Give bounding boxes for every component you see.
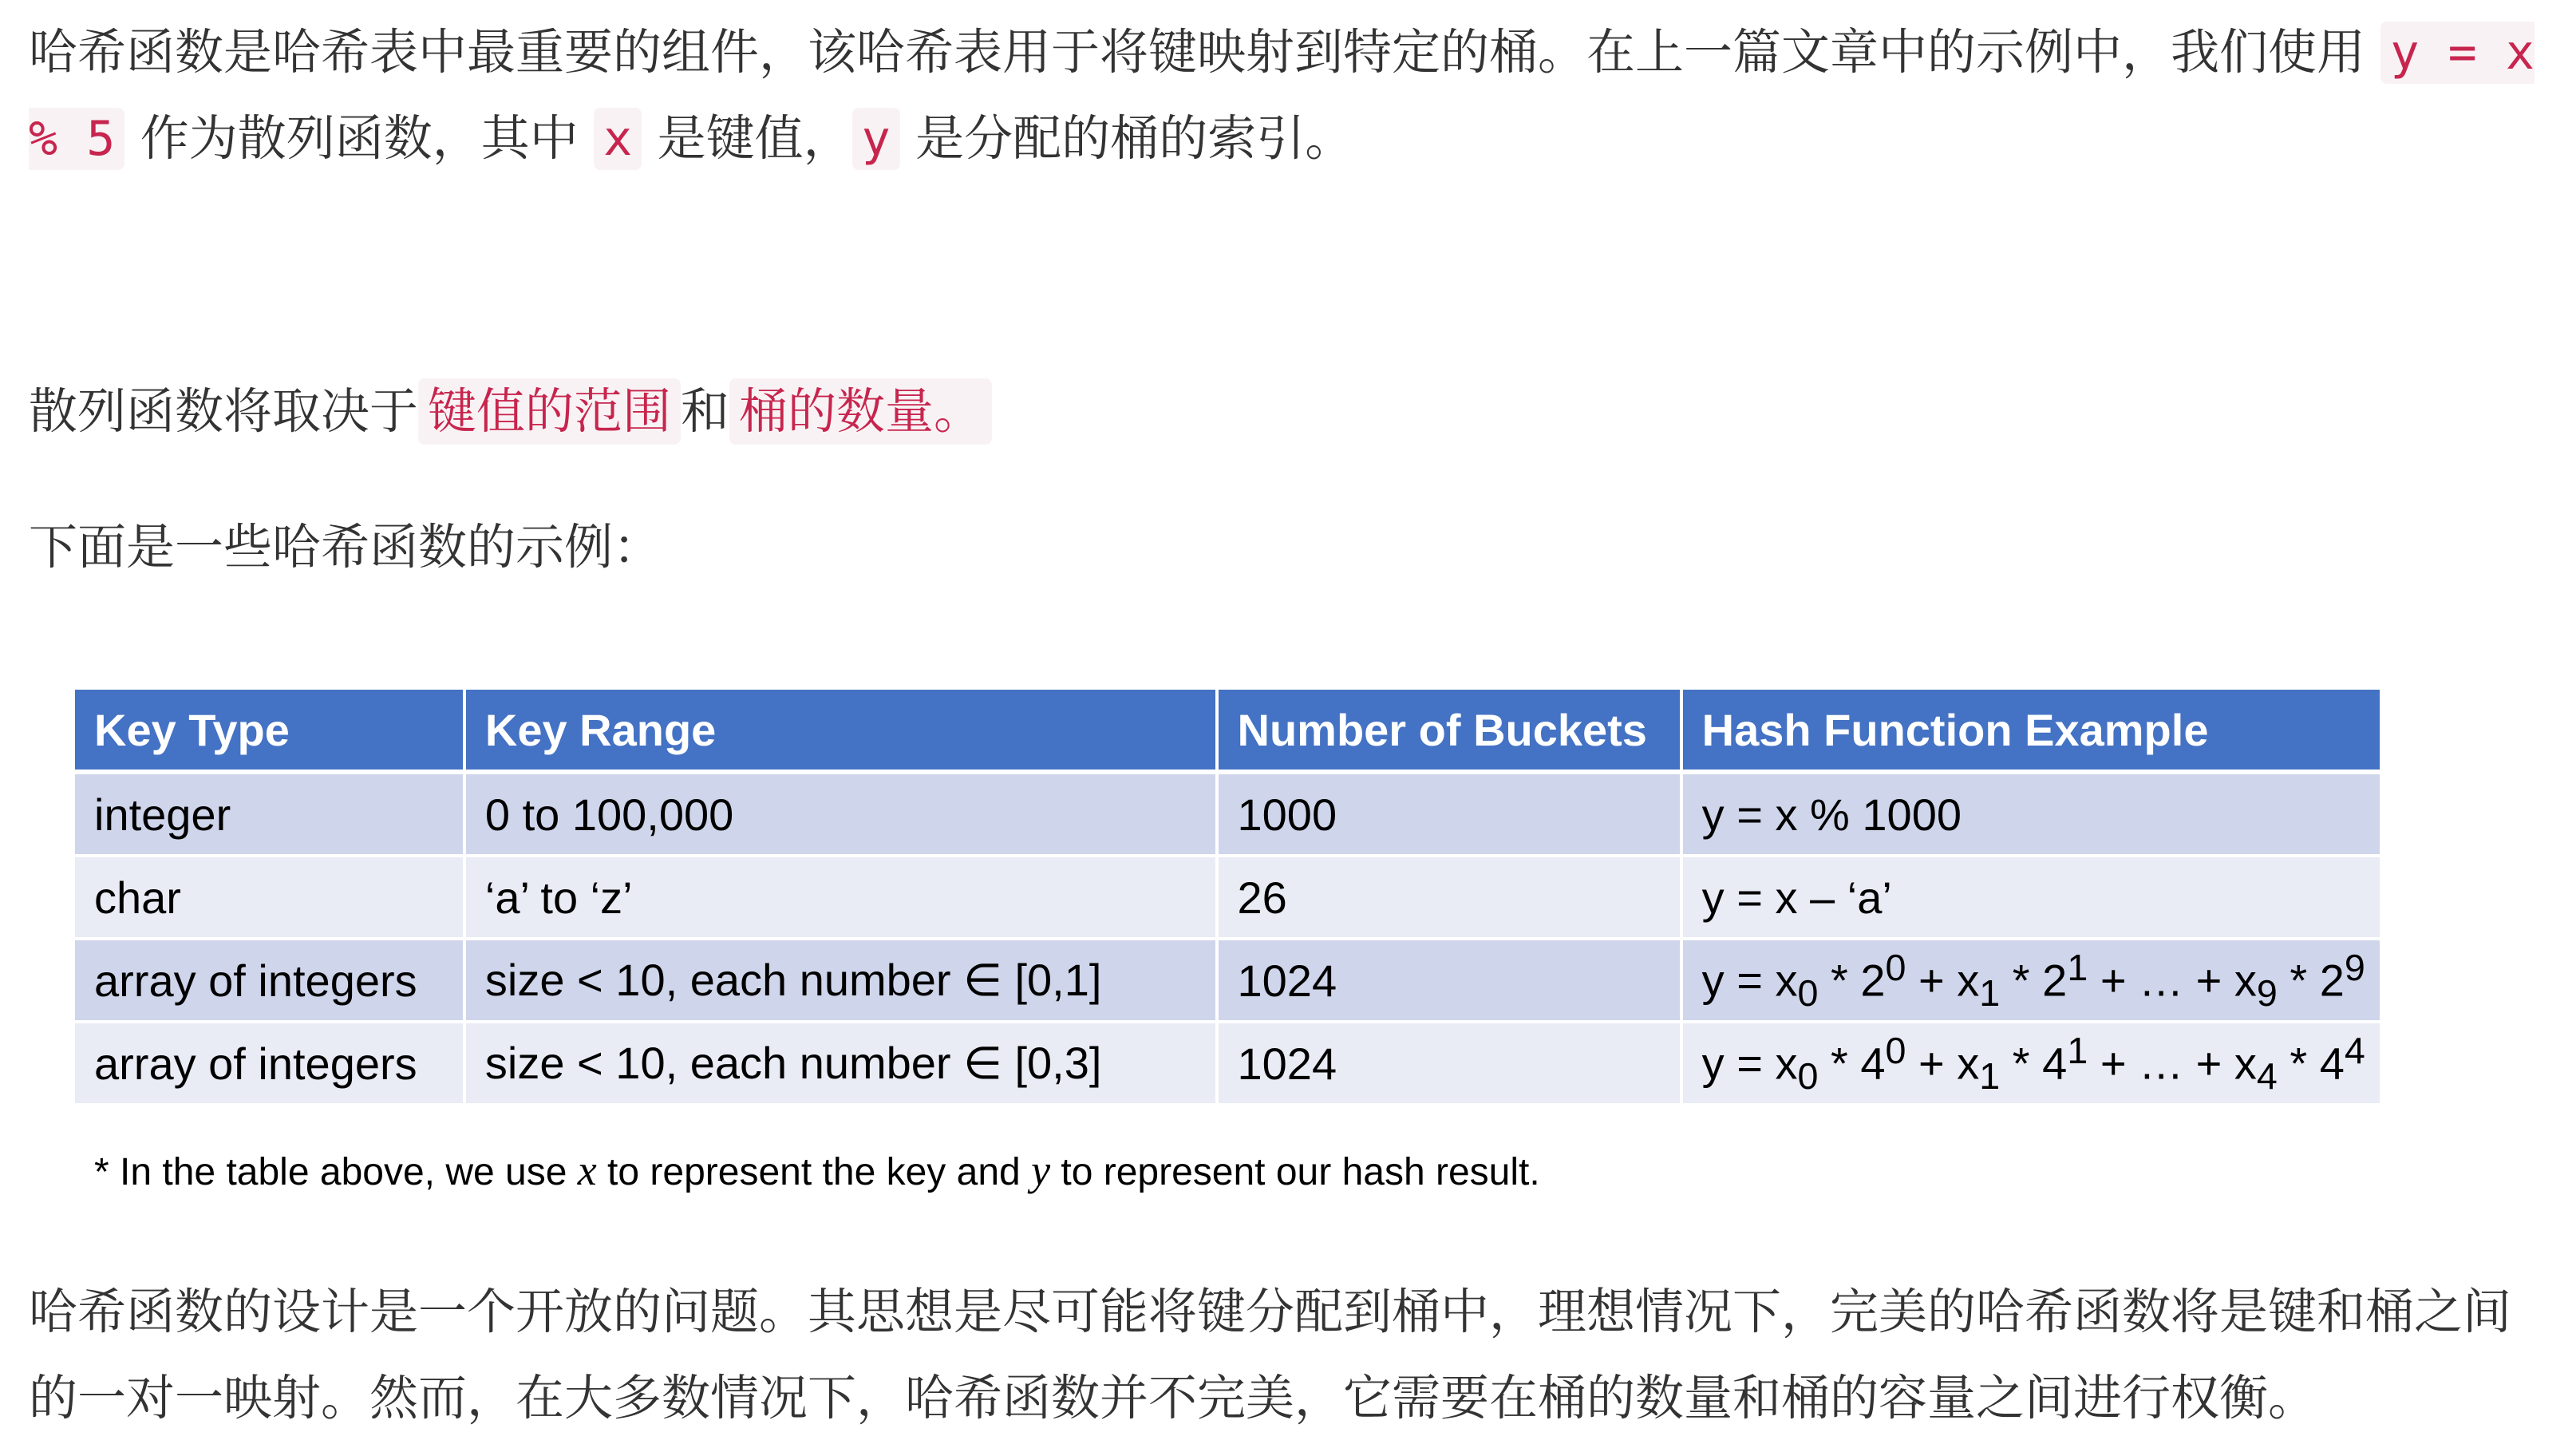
footnote-var-x: x bbox=[577, 1146, 597, 1194]
cell-buckets: 1024 bbox=[1217, 939, 1681, 1022]
highlight-key-range: 键值的范围 bbox=[418, 378, 681, 445]
inline-code-x: x bbox=[594, 108, 642, 170]
header-key-type: Key Type bbox=[75, 690, 464, 772]
intro-text-2: 作为散列函数，其中 bbox=[124, 110, 595, 167]
table-row bbox=[75, 856, 2380, 939]
hash-superscript: 9 bbox=[2344, 947, 2365, 989]
hash-part: y = x bbox=[1701, 1038, 1798, 1089]
footnote-text: to represent our hash result. bbox=[1050, 1151, 1540, 1193]
hash-part: * 4 bbox=[2000, 1038, 2068, 1089]
cell-key-type: array of integers bbox=[75, 1022, 464, 1105]
footnote-var-y: y bbox=[1031, 1146, 1051, 1194]
hash-part: + … + x bbox=[2088, 955, 2257, 1006]
hash-part: * 4 bbox=[2277, 1038, 2345, 1089]
intro-text-3: 是键值， bbox=[642, 110, 852, 167]
hash-part: + … + x bbox=[2088, 1038, 2257, 1089]
cell-key-range: 0 to 100,000 bbox=[464, 772, 1217, 856]
hash-subscript: 0 bbox=[1797, 1054, 1819, 1097]
table-row bbox=[75, 1022, 2380, 1105]
hash-part: * 2 bbox=[2000, 955, 2068, 1006]
table-footnote bbox=[94, 1145, 1540, 1195]
intro-paragraph bbox=[29, 10, 2542, 182]
dependency-paragraph bbox=[29, 369, 992, 455]
hash-part: * 2 bbox=[2277, 955, 2345, 1006]
hash-superscript: 0 bbox=[1885, 1030, 1906, 1072]
cell-key-type: array of integers bbox=[75, 939, 464, 1022]
table-row bbox=[75, 939, 2380, 1022]
table-row bbox=[75, 772, 2380, 856]
cell-buckets: 1000 bbox=[1217, 772, 1681, 856]
hash-subscript: 0 bbox=[1797, 971, 1819, 1014]
hash-part: * 4 bbox=[1818, 1038, 1886, 1089]
table-header-row bbox=[75, 690, 2380, 772]
cell-buckets: 26 bbox=[1217, 856, 1681, 939]
cell-hash-function bbox=[1681, 939, 2380, 1022]
cell-key-type: char bbox=[75, 856, 464, 939]
cell-key-range: size < 10, each number ∈ [0,3] bbox=[464, 1022, 1217, 1105]
hash-subscript: 1 bbox=[1979, 971, 2001, 1014]
hash-function-table bbox=[75, 690, 2380, 1106]
hash-part: y = x bbox=[1701, 955, 1798, 1006]
hash-part: * 2 bbox=[1818, 955, 1886, 1006]
header-key-range: Key Range bbox=[464, 690, 1217, 772]
hash-superscript: 0 bbox=[1885, 947, 1906, 989]
inline-code-hash-function: y = x % 5 bbox=[29, 22, 2535, 170]
hash-subscript: 4 bbox=[2256, 1054, 2278, 1097]
cell-hash-function: y = x % 1000 bbox=[1681, 772, 2380, 856]
inline-code-y: y bbox=[852, 108, 900, 170]
highlight-bucket-count: 桶的数量。 bbox=[729, 378, 992, 445]
hash-superscript: 1 bbox=[2067, 1030, 2088, 1072]
header-number-of-buckets: Number of Buckets bbox=[1217, 690, 1681, 772]
hash-part: + x bbox=[1906, 955, 1980, 1006]
examples-intro-paragraph: 下面是一些哈希函数的示例： bbox=[29, 519, 662, 576]
footnote-text: to represent the key and bbox=[596, 1151, 1032, 1193]
intro-text-4: 是分配的桶的索引。 bbox=[899, 110, 1354, 167]
dependency-text-1: 散列函数将取决于 bbox=[29, 383, 419, 440]
hash-subscript: 1 bbox=[1979, 1054, 2001, 1097]
design-paragraph: 哈希函数的设计是一个开放的问题。其思想是尽可能将键分配到桶中，理想情况下，完美的哈希函数将是键和桶之间的一对一映射。然而，在大多数情况下，哈希函数并不完美，它需要在桶的数量和桶的容量之间进行权衡。 bbox=[29, 1284, 2512, 1426]
footnote-text: * In the table above, we use bbox=[94, 1151, 578, 1193]
cell-hash-function bbox=[1681, 1022, 2380, 1105]
hash-superscript: 1 bbox=[2067, 947, 2088, 989]
cell-hash-function: y = x – ‘a’ bbox=[1681, 856, 2380, 939]
cell-key-range: ‘a’ to ‘z’ bbox=[464, 856, 1217, 939]
cell-key-range: size < 10, each number ∈ [0,1] bbox=[464, 939, 1217, 1022]
header-hash-function-example: Hash Function Example bbox=[1681, 690, 2380, 772]
cell-key-type: integer bbox=[75, 772, 464, 856]
hash-subscript: 9 bbox=[2256, 971, 2278, 1014]
hash-superscript: 4 bbox=[2344, 1030, 2365, 1072]
intro-text-1: 哈希函数是哈希表中最重要的组件，该哈希表用于将键映射到特定的桶。在上一篇文章中的示例中，我们使用 bbox=[29, 24, 2381, 81]
hash-part: + x bbox=[1906, 1038, 1980, 1089]
dependency-text-2: 和 bbox=[681, 383, 730, 440]
cell-buckets: 1024 bbox=[1217, 1022, 1681, 1105]
